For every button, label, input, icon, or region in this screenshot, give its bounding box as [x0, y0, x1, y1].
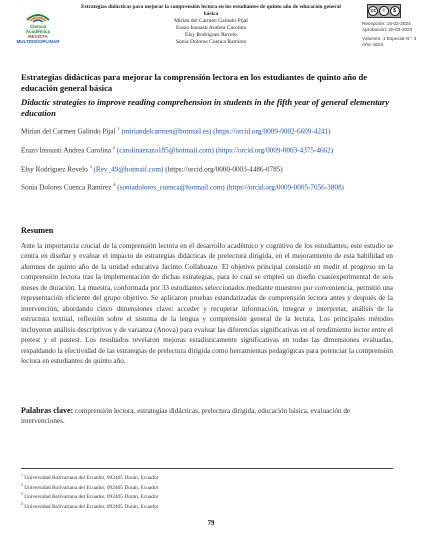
cc-icon: cc — [368, 6, 378, 16]
author-orcid-link[interactable]: (https://orcid.org/0009-0003-4375-4662) — [215, 146, 334, 155]
footnote-4 — [21, 501, 393, 511]
footnote-sup: 4 — [21, 502, 23, 507]
author-email-link[interactable]: (miriandelcarmen@hotmail.es) — [121, 127, 212, 136]
running-author-3: Elsy Rodríguez Revelo — [185, 32, 237, 39]
footnote-3 — [21, 491, 393, 501]
keywords — [21, 406, 393, 427]
footnote-sup: 3 — [21, 492, 23, 497]
footnote-sup: 1 — [21, 473, 23, 477]
by-icon: i — [379, 6, 389, 16]
logo-line4: MULTIDISCIPLINAR — [16, 39, 60, 44]
page-header — [16, 4, 417, 56]
author-list — [21, 124, 393, 199]
received-date: Recepción: 15-02-2024 — [362, 21, 411, 26]
footnotes — [21, 468, 393, 511]
author-orcid-link[interactable]: (https://orcid.org/0009-0005-7656-3808) — [226, 183, 344, 192]
keywords-text: comprensión lectora, estrategias didácticas, prelectura dirigida, educación básica, evaluación de intervenciones. — [21, 407, 351, 426]
author-sup: 3 — [89, 163, 92, 169]
author-1 — [21, 124, 393, 137]
author-2 — [21, 143, 393, 156]
footnote-1 — [21, 472, 393, 482]
footnote-text: Universidad Bolivariana del Ecuador, 092405 Durán, Ecuador — [24, 474, 159, 481]
author-orcid-link[interactable]: (https://orcid.org/0000-0003-4486-0785) — [165, 164, 283, 173]
author-name: Mirian del Carmen Galindo Pijal — [21, 127, 116, 136]
keywords-label: Palabras clave: — [21, 406, 74, 415]
footnote-2 — [21, 482, 393, 492]
author-name: Sonia Dolores Cuenca Ramírez — [21, 183, 112, 192]
author-name: Erazo Insuasti Andrea Carolina — [21, 146, 112, 155]
logo-line1: Ciencia — [29, 24, 47, 29]
journal-logo — [17, 4, 59, 50]
approved-date: Aprobación: 20-03-2024 — [362, 27, 413, 32]
footnote-text: Universidad Bolivariana del Ecuador, 092405 Durán, Ecuador — [24, 494, 159, 501]
author-sup: 4 — [113, 182, 116, 188]
logo-line3: REVISTA — [28, 34, 48, 39]
author-email-link[interactable]: (Rev_49@hotmail.com) — [93, 164, 164, 173]
author-email-link[interactable]: (carolinaerazo185@hotmail.com) — [116, 146, 214, 155]
running-title: Estrategias didácticas para mejorar la comprensión lectora en los estudiantes de quinto año de educación general básica — [81, 4, 341, 18]
article-title-es: Estrategias didácticas para mejorar la comprensión lectora en los estudiantes de quinto año de educación general básica — [21, 72, 368, 93]
footnote-text: Universidad Bolivariana del Ecuador, 092405 Durán, Ecuador — [24, 503, 159, 510]
article-title-en: Didactic strategies to improve reading comprehension in students in the fifth year of general elementary education — [21, 97, 390, 118]
book-icon — [25, 6, 51, 24]
author-name: Elsy Rodríguez Revelo — [21, 164, 88, 173]
author-4 — [21, 180, 393, 193]
page-number: 79 — [207, 520, 215, 527]
running-author-4: Sonia Dolores Cuenca Ramírez — [175, 39, 247, 46]
nc-icon: $ — [390, 6, 400, 16]
abstract-body: Ante la importancia crucial de la comprensión lectora en el desarrollo académico y cognitivo de los estudiantes, este estudio se centra en diseñar y evaluar el impacto de estrategias didácticas de prelectura dirigida, en el mejoramiento de esta habilidad en alumnos de quinto año de la unidad educativa Jacinto Collahuazo. El objetivo principal consistió en medir el progreso en la comprensión lectora tras la implementación de dichas estrategias, para lo cual se empleó un diseño cuasiexperimental de seis meses de duración. La muestra, conformada por 33 estudiantes seleccionados mediante muestreo por conveniencia, permitió una representación eficiente del grupo objetivo. Se aplicaron pruebas estandarizadas de comprensión lectora antes y después de la intervención, abordando cinco dimensiones clave: acceder y recuperar información, integrar e interpretar, análisis de la estructura textual, reflexión sobre el sistema de la lengua y comprensión general de la lectura. Los principales métodos incluyeron análisis descriptivos y de varianza (Anova) para evaluar las diferencias significativas en el rendimiento lector entre el pretest y el postest. Los resultados revelaron mejoras estadísticamente significativas en todas las dimensiones evaluadas, respaldando la efectividad de las estrategias de prelectura dirigida como herramientas pedagógicas para potenciar la comprensión lectora en estudiantes de quinto año. — [21, 242, 393, 365]
footnote-text: Universidad Bolivariana del Ecuador, 092405 Durán, Ecuador — [24, 484, 159, 491]
year-info: Año: 2024 — [362, 42, 384, 47]
author-email-link[interactable]: (soniadolores_cuenca@hotmail.com) — [117, 183, 225, 192]
footnote-sup: 2 — [21, 482, 23, 487]
publication-dates — [362, 21, 422, 48]
author-sup: 1 — [117, 126, 120, 131]
running-header — [77, 4, 345, 46]
running-author-2: Erazo Insuasti Andrea Carolina — [175, 25, 247, 32]
author-sup: 2 — [112, 144, 116, 150]
author-3 — [21, 162, 393, 175]
logo-line2: Académica — [25, 29, 51, 34]
abstract-heading: Resumen — [21, 226, 54, 235]
running-author-1: Mirian del Carmen Galindo Pijal — [174, 18, 248, 25]
volume-info: Volumen: 1 Especial N°: 4 — [362, 36, 417, 41]
cc-license-badge[interactable] — [367, 4, 401, 18]
author-orcid-link[interactable]: (https://orcid.org/0009-0002-6609-4241) — [213, 127, 331, 136]
